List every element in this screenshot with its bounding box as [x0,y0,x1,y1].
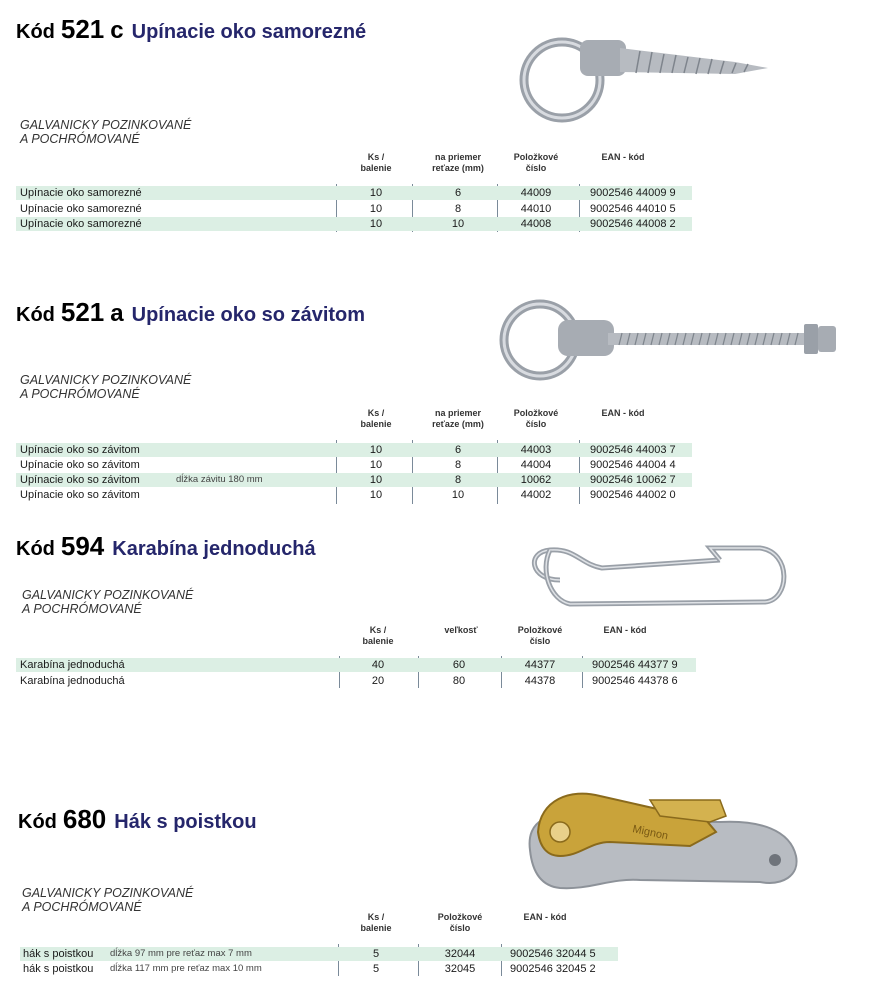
row-ean: 9002546 44008 2 [590,218,676,230]
row-size: 6 [454,444,462,456]
row-size: 8 [454,459,462,471]
row-code: 44010 [520,203,552,215]
title-code: 521 [60,14,105,44]
row-code: 44002 [520,489,552,501]
title-name: Upínacie oko samorezné [131,21,367,43]
header-ean: EAN - kód [601,152,645,162]
header-ks: Ks / balenie [360,912,392,933]
row-code: 44009 [520,187,552,199]
row-name: Upínacie oko samorezné [20,187,142,199]
row-name: Karabína jednoduchá [20,659,125,671]
finish-label [22,886,193,914]
header-code: Položkové číslo [517,625,563,646]
row-ks: 10 [369,489,383,501]
row-ks: 5 [372,948,380,960]
title-kod: Kód [16,304,55,326]
row-name: Upínacie oko so závitom [20,444,140,456]
section-title [18,804,257,835]
row-note: dĺžka 117 mm pre reťaz max 10 mm [110,963,262,974]
row-ean: 9002546 44003 7 [590,444,676,456]
row-name: Upínacie oko samorezné [20,203,142,215]
header-size: na priemer reťaze (mm) [432,152,484,173]
finish-line-2: A POCHRÓMOVANÉ [20,387,140,401]
row-ks: 40 [371,659,385,671]
row-ks: 5 [372,963,380,975]
header-ks: Ks / balenie [362,625,394,646]
row-ean: 9002546 32044 5 [510,948,596,960]
row-code: 32044 [444,948,476,960]
title-suffix: a [110,300,124,327]
header-code: Položkové číslo [437,912,483,933]
row-ks: 10 [369,203,383,215]
title-kod: Kód [18,811,57,833]
title-suffix: c [110,17,124,44]
row-ks: 10 [369,218,383,230]
row-size: 80 [452,675,466,687]
row-code: 44004 [520,459,552,471]
row-size: 10 [451,489,465,501]
finish-line-1: GALVANICKY POZINKOVANÉ [22,886,194,900]
row-ean: 9002546 10062 7 [590,474,676,486]
finish-line-1: GALVANICKY POZINKOVANÉ [20,373,192,387]
row-ean: 9002546 44010 5 [590,203,676,215]
finish-line-1: GALVANICKY POZINKOVANÉ [20,118,192,132]
title-kod: Kód [16,538,55,560]
row-ean: 9002546 44009 9 [590,187,676,199]
row-size: 60 [452,659,466,671]
row-size: 6 [454,187,462,199]
brand-text: Mignon [631,823,670,843]
row-code: 10062 [520,474,552,486]
title-name: Upínacie oko so závitom [131,304,366,326]
safety-hook-icon [520,770,810,900]
title-code: 594 [60,531,105,561]
row-ean: 9002546 44004 4 [590,459,676,471]
row-note: dĺžka 97 mm pre reťaz max 7 mm [110,948,252,959]
row-ks: 10 [369,187,383,199]
row-code: 44377 [524,659,556,671]
row-ean: 9002546 44377 9 [592,659,678,671]
row-name: Upínacie oko samorezné [20,218,142,230]
finish-line-2: A POCHRÓMOVANÉ [20,132,140,146]
row-code: 44378 [524,675,556,687]
row-name: Upínacie oko so závitom [20,459,140,471]
title-name: Karabína jednoduchá [112,538,316,560]
row-note: dĺžka závitu 180 mm [176,474,263,485]
row-ks: 10 [369,474,383,486]
finish-line-2: A POCHRÓMOVANÉ [22,602,142,616]
row-ean: 9002546 44378 6 [592,675,678,687]
table-row [20,962,618,976]
title-code: 680 [62,804,107,834]
header-size: veľkosť [444,625,478,635]
title-kod: Kód [16,21,55,43]
row-name: hák s poistkou [23,948,94,960]
row-size: 8 [454,203,462,215]
header-size: na priemer reťaze (mm) [432,408,484,429]
finish-line-1: GALVANICKY POZINKOVANÉ [22,588,194,602]
table-row [20,947,618,961]
header-ean: EAN - kód [523,912,567,922]
header-code: Položkové číslo [513,152,559,173]
row-name: hák s poistkou [23,963,94,975]
row-code: 44003 [520,444,552,456]
row-size: 8 [454,474,462,486]
row-name: Karabína jednoduchá [20,675,125,687]
row-name: Upínacie oko so závitom [20,489,140,501]
row-code: 32045 [444,963,476,975]
title-code: 521 [60,297,105,327]
row-code: 44008 [520,218,552,230]
header-ks: Ks / balenie [360,408,392,429]
row-ean: 9002546 32045 2 [510,963,596,975]
row-ks: 10 [369,459,383,471]
header-ks: Ks / balenie [360,152,392,173]
row-ean: 9002546 44002 0 [590,489,676,501]
header-code: Položkové číslo [513,408,559,429]
title-name: Hák s poistkou [114,811,257,833]
row-ks: 10 [369,444,383,456]
row-size: 10 [451,218,465,230]
row-name: Upínacie oko so závitom [20,474,140,486]
finish-line-2: A POCHRÓMOVANÉ [22,900,142,914]
row-ks: 20 [371,675,385,687]
header-ean: EAN - kód [603,625,647,635]
header-ean: EAN - kód [601,408,645,418]
